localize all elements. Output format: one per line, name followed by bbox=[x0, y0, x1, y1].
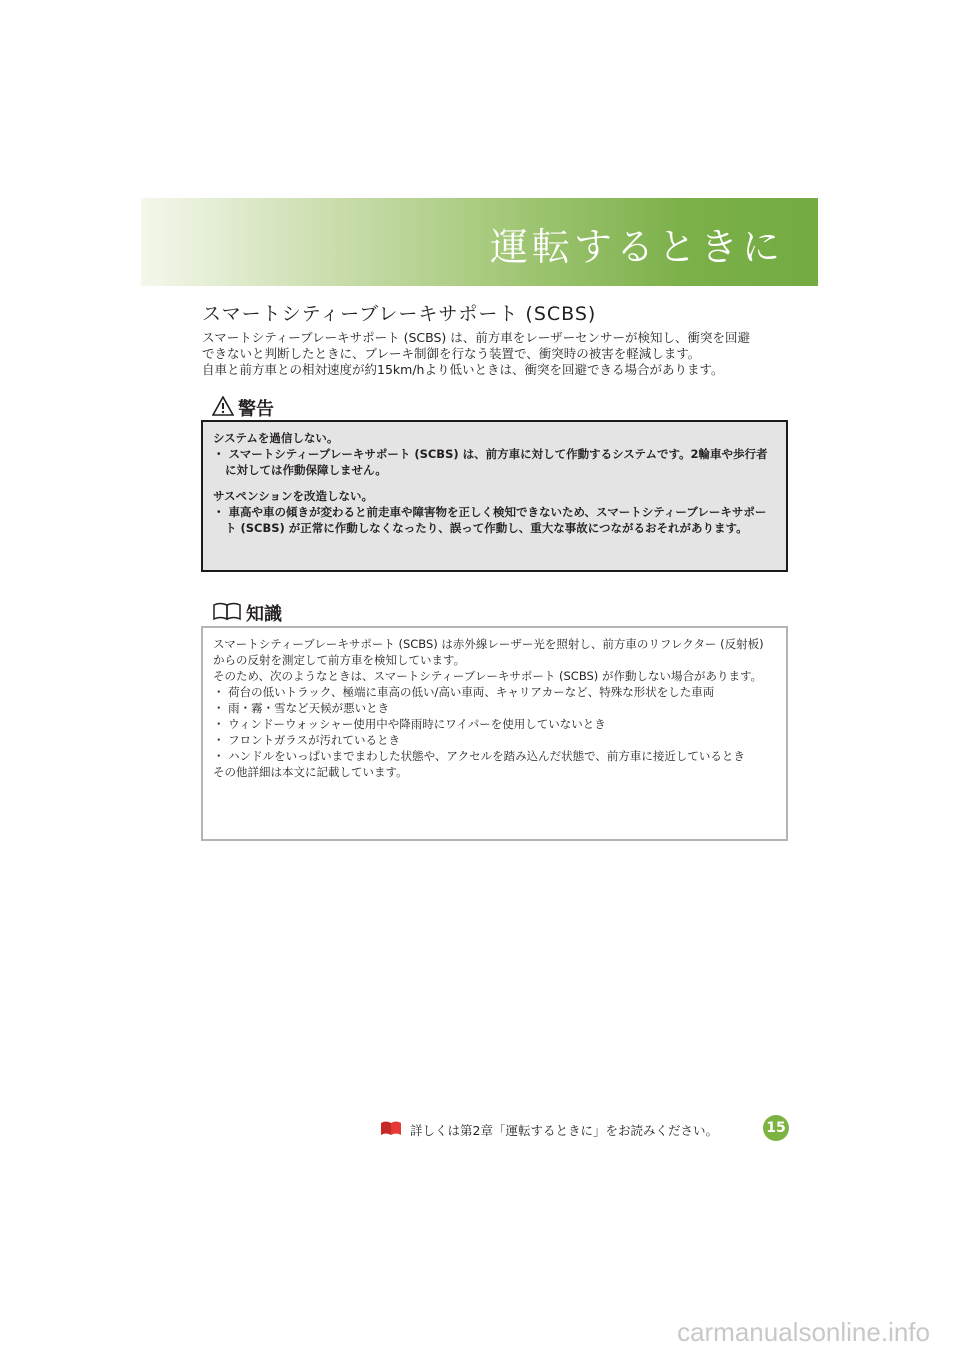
footer-text: 詳しくは第2章「運転するときに」をお読みください。 bbox=[410, 1122, 718, 1138]
info-bullet: ・ 荷台の低いトラック、極端に車高の低い/高い車両、キャリアカーなど、特殊な形状をした車両 bbox=[213, 685, 715, 699]
info-box bbox=[201, 626, 788, 841]
footer-reference bbox=[380, 1120, 718, 1139]
info-bullet: ・ ハンドルをいっぱいまでまわした状態や、アクセルを踏み込んだ状態で、前方車に接近しているとき bbox=[213, 749, 745, 763]
intro-text bbox=[202, 330, 802, 378]
info-heading-label: 知識 bbox=[246, 604, 282, 625]
info-bullet: ・ ウィンドーウォッシャー使用中や降雨時にワイパーを使用していないとき bbox=[213, 717, 606, 731]
info-bullet: ・ フロントガラスが汚れているとき bbox=[213, 733, 400, 747]
section-title: スマートシティーブレーキサポート (SCBS) bbox=[202, 303, 597, 325]
warning-box bbox=[201, 420, 788, 572]
info-paragraph: そのため、次のようなときは、スマートシティーブレーキサポート (SCBS) が作動しない場合があります。 bbox=[213, 669, 763, 683]
info-bullet: ・ 雨・霧・雪など天候が悪いとき bbox=[213, 701, 390, 715]
chapter-title: 運転するときに bbox=[489, 225, 784, 269]
warning-triangle-icon bbox=[212, 396, 234, 421]
info-closing: その他詳細は本文に記載しています。 bbox=[213, 765, 408, 779]
warning-item-text: ・ スマートシティーブレーキサポート (SCBS) は、前方車に対して作動するシステムです。2輪車や歩行者に対しては作動保障しません。 bbox=[213, 447, 768, 477]
chapter-banner bbox=[141, 198, 818, 286]
info-paragraph: スマートシティーブレーキサポート (SCBS) は赤外線レーザー光を照射し、前方車のリフレクター (反射板) からの反射を測定して前方車を検知しています。 bbox=[213, 637, 764, 667]
intro-line: できないと判断したときに、ブレーキ制御を行なう装置で、衝突時の被害を軽減します。 bbox=[202, 346, 701, 361]
warning-item-text: ・ 車高や車の傾きが変わると前走車や障害物を正しく検知できないため、スマートシティーブレーキサポート (SCBS) が正常に作動しなくなったり、誤って作動し、重大な事故につながるおそれがあります。 bbox=[213, 505, 767, 535]
warning-heading-label: 警告 bbox=[238, 399, 274, 420]
open-book-icon bbox=[212, 601, 242, 626]
red-book-icon bbox=[380, 1120, 402, 1139]
warning-heading bbox=[212, 395, 274, 421]
warning-item-title: システムを過信しない。 bbox=[213, 431, 339, 445]
watermark: carmanualsonline.info bbox=[677, 1317, 930, 1347]
warning-item-title: サスペンションを改造しない。 bbox=[213, 489, 374, 503]
intro-line: スマートシティーブレーキサポート (SCBS) は、前方車をレーザーセンサーが検知し、衝突を回避 bbox=[202, 330, 751, 345]
intro-line: 自車と前方車との相対速度が約15km/hより低いときは、衝突を回避できる場合があります。 bbox=[202, 362, 724, 377]
info-heading bbox=[212, 600, 282, 626]
page-number: 15 bbox=[763, 1115, 789, 1141]
